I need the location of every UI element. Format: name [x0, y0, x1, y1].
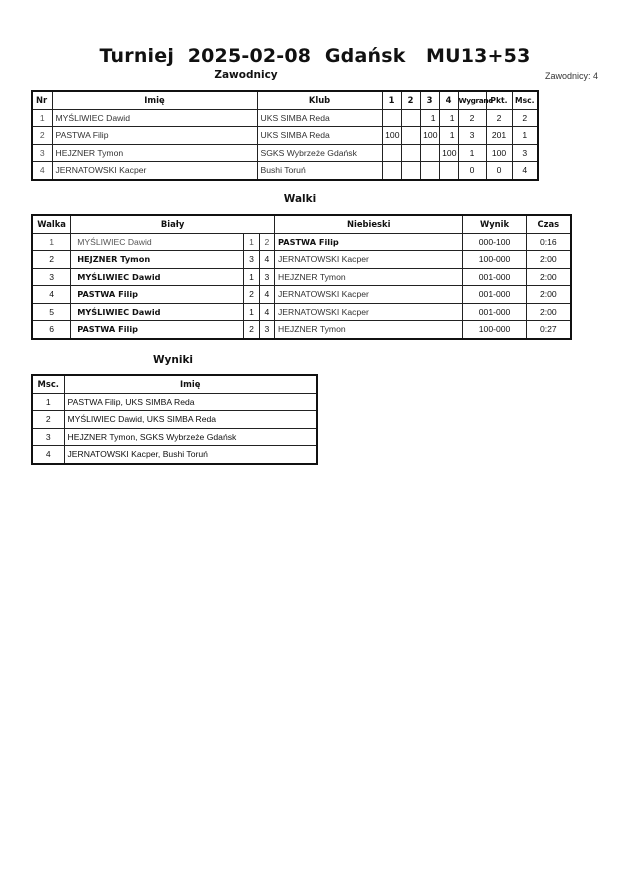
result-place: 3: [32, 428, 64, 446]
competitors-header-row: [32, 91, 538, 109]
competitor-club: Bushi Toruń: [257, 162, 382, 180]
competitor-points: 100: [486, 144, 512, 162]
competitor-wins: 0: [458, 162, 486, 180]
table-row: [32, 251, 571, 269]
fight-white-name: MYŚLIWIEC Dawid: [71, 303, 244, 321]
col-header-fight: Walka: [32, 215, 71, 233]
fight-time: 0:16: [526, 233, 571, 251]
result-place: 1: [32, 393, 64, 411]
competitor-points: 201: [486, 127, 512, 145]
competitor-nr: 2: [32, 127, 52, 145]
result-entry: PASTWA Filip, UKS SIMBA Reda: [64, 393, 317, 411]
col-header-result: Wynik: [463, 215, 526, 233]
competitor-points: 0: [486, 162, 512, 180]
col-header-blue: Niebieski: [274, 215, 462, 233]
fight-number: 1: [32, 233, 71, 251]
competitor-nr: 4: [32, 162, 52, 180]
fight-blue-nr: 4: [259, 286, 274, 304]
fight-time: 2:00: [526, 268, 571, 286]
result-entry: MYŚLIWIEC Dawid, UKS SIMBA Reda: [64, 411, 317, 429]
competitor-place: 1: [512, 127, 538, 145]
fights-header-row: [32, 215, 571, 233]
score-vs-2: [401, 109, 420, 127]
col-header-place: Msc.: [32, 375, 64, 393]
fight-white-name: HEJZNER Tymon: [71, 251, 244, 269]
competitor-club: SGKS Wybrzeże Gdańsk: [257, 144, 382, 162]
score-vs-1: [382, 144, 401, 162]
result-place: 4: [32, 446, 64, 464]
competitor-nr: 3: [32, 144, 52, 162]
competitor-wins: 3: [458, 127, 486, 145]
results-heading: Wyniki: [152, 354, 194, 366]
competitor-club: UKS SIMBA Reda: [257, 109, 382, 127]
col-header-white: Biały: [71, 215, 275, 233]
fight-result: 000-100: [463, 233, 526, 251]
fight-blue-name: JERNATOWSKI Kacper: [274, 286, 462, 304]
competitor-place: 3: [512, 144, 538, 162]
score-vs-3: 100: [420, 127, 439, 145]
competitor-wins: 2: [458, 109, 486, 127]
fight-white-name: MYŚLIWIEC Dawid: [71, 268, 244, 286]
fight-blue-nr: 2: [259, 233, 274, 251]
fight-white-name: PASTWA Filip: [71, 321, 244, 339]
table-row: [32, 286, 571, 304]
score-vs-4: 1: [439, 109, 458, 127]
score-vs-3: 1: [420, 109, 439, 127]
fight-blue-name: JERNATOWSKI Kacper: [274, 303, 462, 321]
fight-result: 100-000: [463, 251, 526, 269]
fight-result: 001-000: [463, 268, 526, 286]
result-entry: HEJZNER Tymon, SGKS Wybrzeże Gdańsk: [64, 428, 317, 446]
col-header-2: 2: [401, 91, 420, 109]
col-header-4: 4: [439, 91, 458, 109]
fight-white-name: PASTWA Filip: [71, 286, 244, 304]
competitor-club: UKS SIMBA Reda: [257, 127, 382, 145]
fight-result: 001-000: [463, 286, 526, 304]
fight-number: 4: [32, 286, 71, 304]
col-header-3: 3: [420, 91, 439, 109]
table-row: [32, 144, 538, 162]
score-vs-2: [401, 162, 420, 180]
fight-number: 2: [32, 251, 71, 269]
fight-white-nr: 2: [244, 286, 259, 304]
fight-white-name: MYŚLIWIEC Dawid: [71, 233, 244, 251]
fight-blue-name: HEJZNER Tymon: [274, 321, 462, 339]
table-row: [32, 268, 571, 286]
col-header-place: Msc.: [512, 91, 538, 109]
table-row: [32, 428, 317, 446]
page-title: Turniej 2025-02-08 Gdańsk MU13+53: [99, 45, 531, 67]
competitors-count: Zawodnicy: 4: [544, 71, 598, 81]
fight-white-nr: 2: [244, 321, 259, 339]
result-place: 2: [32, 411, 64, 429]
fight-white-nr: 1: [244, 303, 259, 321]
fight-blue-name: HEJZNER Tymon: [274, 268, 462, 286]
table-row: [32, 303, 571, 321]
competitors-heading: Zawodnicy: [214, 69, 278, 81]
col-header-name: Imię: [52, 91, 257, 109]
fight-number: 6: [32, 321, 71, 339]
score-vs-1: [382, 162, 401, 180]
fight-result: 001-000: [463, 303, 526, 321]
competitor-nr: 1: [32, 109, 52, 127]
competitor-name: JERNATOWSKI Kacper: [52, 162, 257, 180]
fight-time: 0:27: [526, 321, 571, 339]
score-vs-4: 100: [439, 144, 458, 162]
col-header-time: Czas: [526, 215, 571, 233]
score-vs-1: 100: [382, 127, 401, 145]
fight-number: 3: [32, 268, 71, 286]
table-row: [32, 321, 571, 339]
fight-blue-nr: 3: [259, 268, 274, 286]
fights-table: [31, 214, 572, 340]
fight-blue-nr: 3: [259, 321, 274, 339]
table-row: [32, 393, 317, 411]
competitor-name: HEJZNER Tymon: [52, 144, 257, 162]
fight-blue-nr: 4: [259, 303, 274, 321]
score-vs-2: [401, 127, 420, 145]
results-header-row: [32, 375, 317, 393]
col-header-wins: Wygrane: [458, 91, 486, 109]
fights-heading: Walki: [283, 193, 317, 205]
table-row: [32, 446, 317, 464]
table-row: [32, 109, 538, 127]
col-header-club: Klub: [257, 91, 382, 109]
fight-blue-nr: 4: [259, 251, 274, 269]
competitor-name: MYŚLIWIEC Dawid: [52, 109, 257, 127]
competitor-name: PASTWA Filip: [52, 127, 257, 145]
table-row: [32, 127, 538, 145]
score-vs-2: [401, 144, 420, 162]
fight-white-nr: 1: [244, 268, 259, 286]
fight-white-nr: 3: [244, 251, 259, 269]
competitor-points: 2: [486, 109, 512, 127]
fight-result: 100-000: [463, 321, 526, 339]
col-header-name: Imię: [64, 375, 317, 393]
score-vs-3: [420, 162, 439, 180]
competitor-wins: 1: [458, 144, 486, 162]
fight-white-nr: 1: [244, 233, 259, 251]
fight-time: 2:00: [526, 251, 571, 269]
competitors-table: [31, 90, 539, 181]
table-row: [32, 411, 317, 429]
fight-blue-name: PASTWA Filip: [274, 233, 462, 251]
score-vs-3: [420, 144, 439, 162]
col-header-nr: Nr: [32, 91, 52, 109]
competitor-place: 4: [512, 162, 538, 180]
fight-blue-name: JERNATOWSKI Kacper: [274, 251, 462, 269]
result-entry: JERNATOWSKI Kacper, Bushi Toruń: [64, 446, 317, 464]
col-header-1: 1: [382, 91, 401, 109]
score-vs-1: [382, 109, 401, 127]
score-vs-4: [439, 162, 458, 180]
table-row: [32, 162, 538, 180]
competitor-place: 2: [512, 109, 538, 127]
table-row: [32, 233, 571, 251]
col-header-points: Pkt.: [486, 91, 512, 109]
score-vs-4: 1: [439, 127, 458, 145]
fight-number: 5: [32, 303, 71, 321]
fight-time: 2:00: [526, 286, 571, 304]
fight-time: 2:00: [526, 303, 571, 321]
results-table: [31, 374, 318, 465]
